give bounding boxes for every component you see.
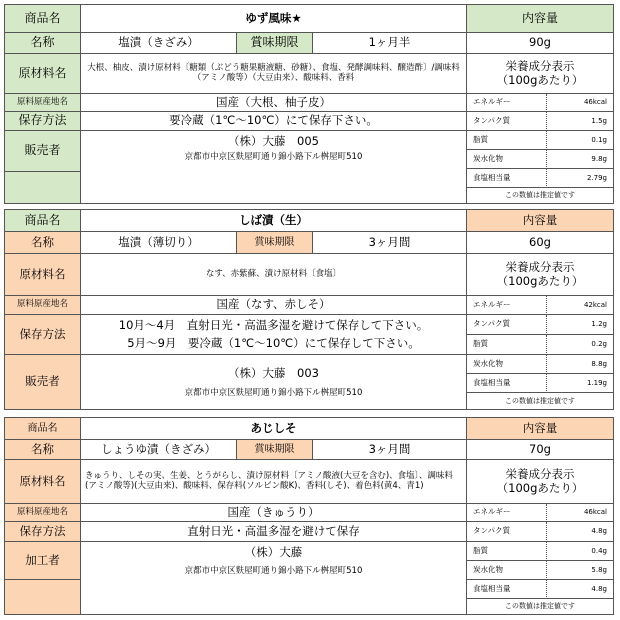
storage-value xyxy=(81,315,467,355)
nutrition-title: 栄養成分表示 xyxy=(505,467,575,482)
expiry-label: 賞味期限 xyxy=(237,232,313,254)
storage-label: 保存方法 xyxy=(5,315,81,355)
ingredients-label: 原材料名 xyxy=(5,54,81,94)
fat-label: 脂質 xyxy=(467,542,547,561)
protein-value: 1.2g xyxy=(547,315,613,335)
energy-value: 42kcal xyxy=(547,296,613,315)
label-shibazuke xyxy=(4,209,614,410)
expiry-value: 1ヶ月半 xyxy=(313,33,467,54)
expiry-value: 3ヶ月間 xyxy=(313,440,467,460)
expiry-value: 3ヶ月間 xyxy=(313,232,467,254)
content-value: 90g xyxy=(467,33,613,54)
origin-value: 国産（きゅうり） xyxy=(81,504,467,522)
label-yuzu xyxy=(4,4,614,204)
product-type: 塩漬（薄切り） xyxy=(81,232,237,254)
protein-value: 1.5g xyxy=(547,112,613,131)
company-address: 京都市中京区麩屋町通り錦小路下ル桝屋町510 xyxy=(184,152,363,163)
processor-label-blank xyxy=(5,580,81,614)
storage-label: 保存方法 xyxy=(5,112,81,131)
protein-value: 4.8g xyxy=(547,522,613,542)
content-value: 70g xyxy=(467,440,613,460)
storage-label: 保存方法 xyxy=(5,522,81,542)
ingredients-value: なす、赤紫蘇、漬け原材料〔食塩〕 xyxy=(81,254,467,296)
name-label: 名称 xyxy=(5,232,81,254)
origin-value: 国産（なす、赤しそ） xyxy=(81,296,467,315)
protein-label: タンパク質 xyxy=(467,112,547,131)
protein-label: タンパク質 xyxy=(467,315,547,335)
nutrition-header xyxy=(467,460,613,504)
salt-value: 1.19g xyxy=(547,374,613,393)
product-name: あじしそ xyxy=(81,418,467,440)
fat-label: 脂質 xyxy=(467,335,547,355)
origin-label: 原料原産地名 xyxy=(5,296,81,315)
product-type: しょうゆ漬（きざみ） xyxy=(81,440,237,460)
product-name-label: 商品名 xyxy=(5,5,81,33)
carbs-value: 5.8g xyxy=(547,561,613,580)
nutrition-title: 栄養成分表示 xyxy=(505,59,575,74)
carbs-label: 炭水化物 xyxy=(467,355,547,374)
estimate-note: この数値は推定値です xyxy=(505,191,575,200)
content-value: 60g xyxy=(467,232,613,254)
origin-value: 国産（大根、柚子皮） xyxy=(81,94,467,112)
origin-label: 原料原産地名 xyxy=(5,504,81,522)
salt-value: 4.8g xyxy=(547,580,613,599)
salt-label: 食塩相当量 xyxy=(467,580,547,599)
salt-value: 2.79g xyxy=(547,169,613,188)
content-label: 内容量 xyxy=(467,5,613,33)
carbs-value: 9.8g xyxy=(547,150,613,169)
energy-value: 46kcal xyxy=(547,94,613,112)
product-name: ゆず風味★ xyxy=(81,5,467,33)
processor-info xyxy=(81,542,467,614)
energy-value: 46kcal xyxy=(547,504,613,522)
salt-label: 食塩相当量 xyxy=(467,374,547,393)
seller-label: 販売者 xyxy=(5,131,81,171)
carbs-value: 8.8g xyxy=(547,355,613,374)
fat-label: 脂質 xyxy=(467,131,547,150)
energy-label: エネルギー xyxy=(467,94,547,112)
ingredients-label: 原材料名 xyxy=(5,460,81,504)
ingredients-label: 原材料名 xyxy=(5,254,81,296)
seller-info xyxy=(81,131,467,203)
estimate-note: この数値は推定値です xyxy=(505,396,575,405)
fat-value: 0.2g xyxy=(547,335,613,355)
carbs-label: 炭水化物 xyxy=(467,150,547,169)
salt-label: 食塩相当量 xyxy=(467,169,547,188)
product-type: 塩漬（きざみ） xyxy=(81,33,237,54)
ingredients-value: きゅうり、しその実、生姜、とうがらし、漬け原材料〔アミノ酸液(大豆を含む)、食塩〕、調味料(アミノ酸等)(大豆由来)、酸味料、保存料(ソルビン酸K)、香料(しそ)、着色料(黄4、青1) xyxy=(81,460,467,504)
product-name-label: 商品名 xyxy=(5,210,81,232)
fat-value: 0.4g xyxy=(547,542,613,561)
nutrition-basis: （100gあたり） xyxy=(496,480,584,495)
carbs-label: 炭水化物 xyxy=(467,561,547,580)
ingredients-value: 大根、柚皮、漬け原材料〔糖類（ぶどう糖果糖液糖、砂糖）、食塩、発酵調味料、醸造酢〕/調味料（アミノ酸等）（大豆由来）、酸味料、香料 xyxy=(81,54,467,94)
content-label: 内容量 xyxy=(467,210,613,232)
nutrition-basis: （100gあたり） xyxy=(496,273,584,288)
energy-label: エネルギー xyxy=(467,296,547,315)
estimate-note: この数値は推定値です xyxy=(505,602,575,611)
storage-value: 直射日光・高温多湿を避けて保存 xyxy=(81,522,467,542)
content-label: 内容量 xyxy=(467,418,613,440)
storage-line-2: 5月～9月 要冷蔵（1℃～10℃）にて保存して下さい。 xyxy=(127,335,420,350)
company-name: （株）大藤 005 xyxy=(228,134,319,148)
company-address: 京都市中京区麩屋町通り錦小路下ル桝屋町510 xyxy=(184,388,363,399)
product-name-label: 商品名 xyxy=(5,418,81,440)
company-name: （株）大藤 xyxy=(244,545,303,559)
company-name: （株）大藤 003 xyxy=(228,366,319,380)
expiry-label: 賞味期限 xyxy=(237,440,313,460)
origin-label: 原料原産地名 xyxy=(5,94,81,112)
seller-info xyxy=(81,355,467,409)
processor-label: 加工者 xyxy=(5,542,81,580)
nutrition-header xyxy=(467,254,613,296)
storage-line-1: 10月～4月 直射日光・高温多湿を避けて保存して下さい。 xyxy=(118,318,429,333)
expiry-label: 賞味期限 xyxy=(237,33,313,54)
fat-value: 0.1g xyxy=(547,131,613,150)
label-ajishiso xyxy=(4,417,614,615)
nutrition-title: 栄養成分表示 xyxy=(505,260,575,275)
name-label: 名称 xyxy=(5,440,81,460)
company-address: 京都市中京区麩屋町通り錦小路下ル桝屋町510 xyxy=(184,566,363,577)
name-label: 名称 xyxy=(5,33,81,54)
nutrition-basis: （100gあたり） xyxy=(496,72,584,87)
protein-label: タンパク質 xyxy=(467,522,547,542)
seller-label: 販売者 xyxy=(5,355,81,409)
storage-value: 要冷蔵（1℃～10℃）にて保存下さい。 xyxy=(81,112,467,131)
seller-label-blank xyxy=(5,171,81,203)
energy-label: エネルギー xyxy=(467,504,547,522)
product-name: しば漬（生） xyxy=(81,210,467,232)
nutrition-header xyxy=(467,54,613,94)
